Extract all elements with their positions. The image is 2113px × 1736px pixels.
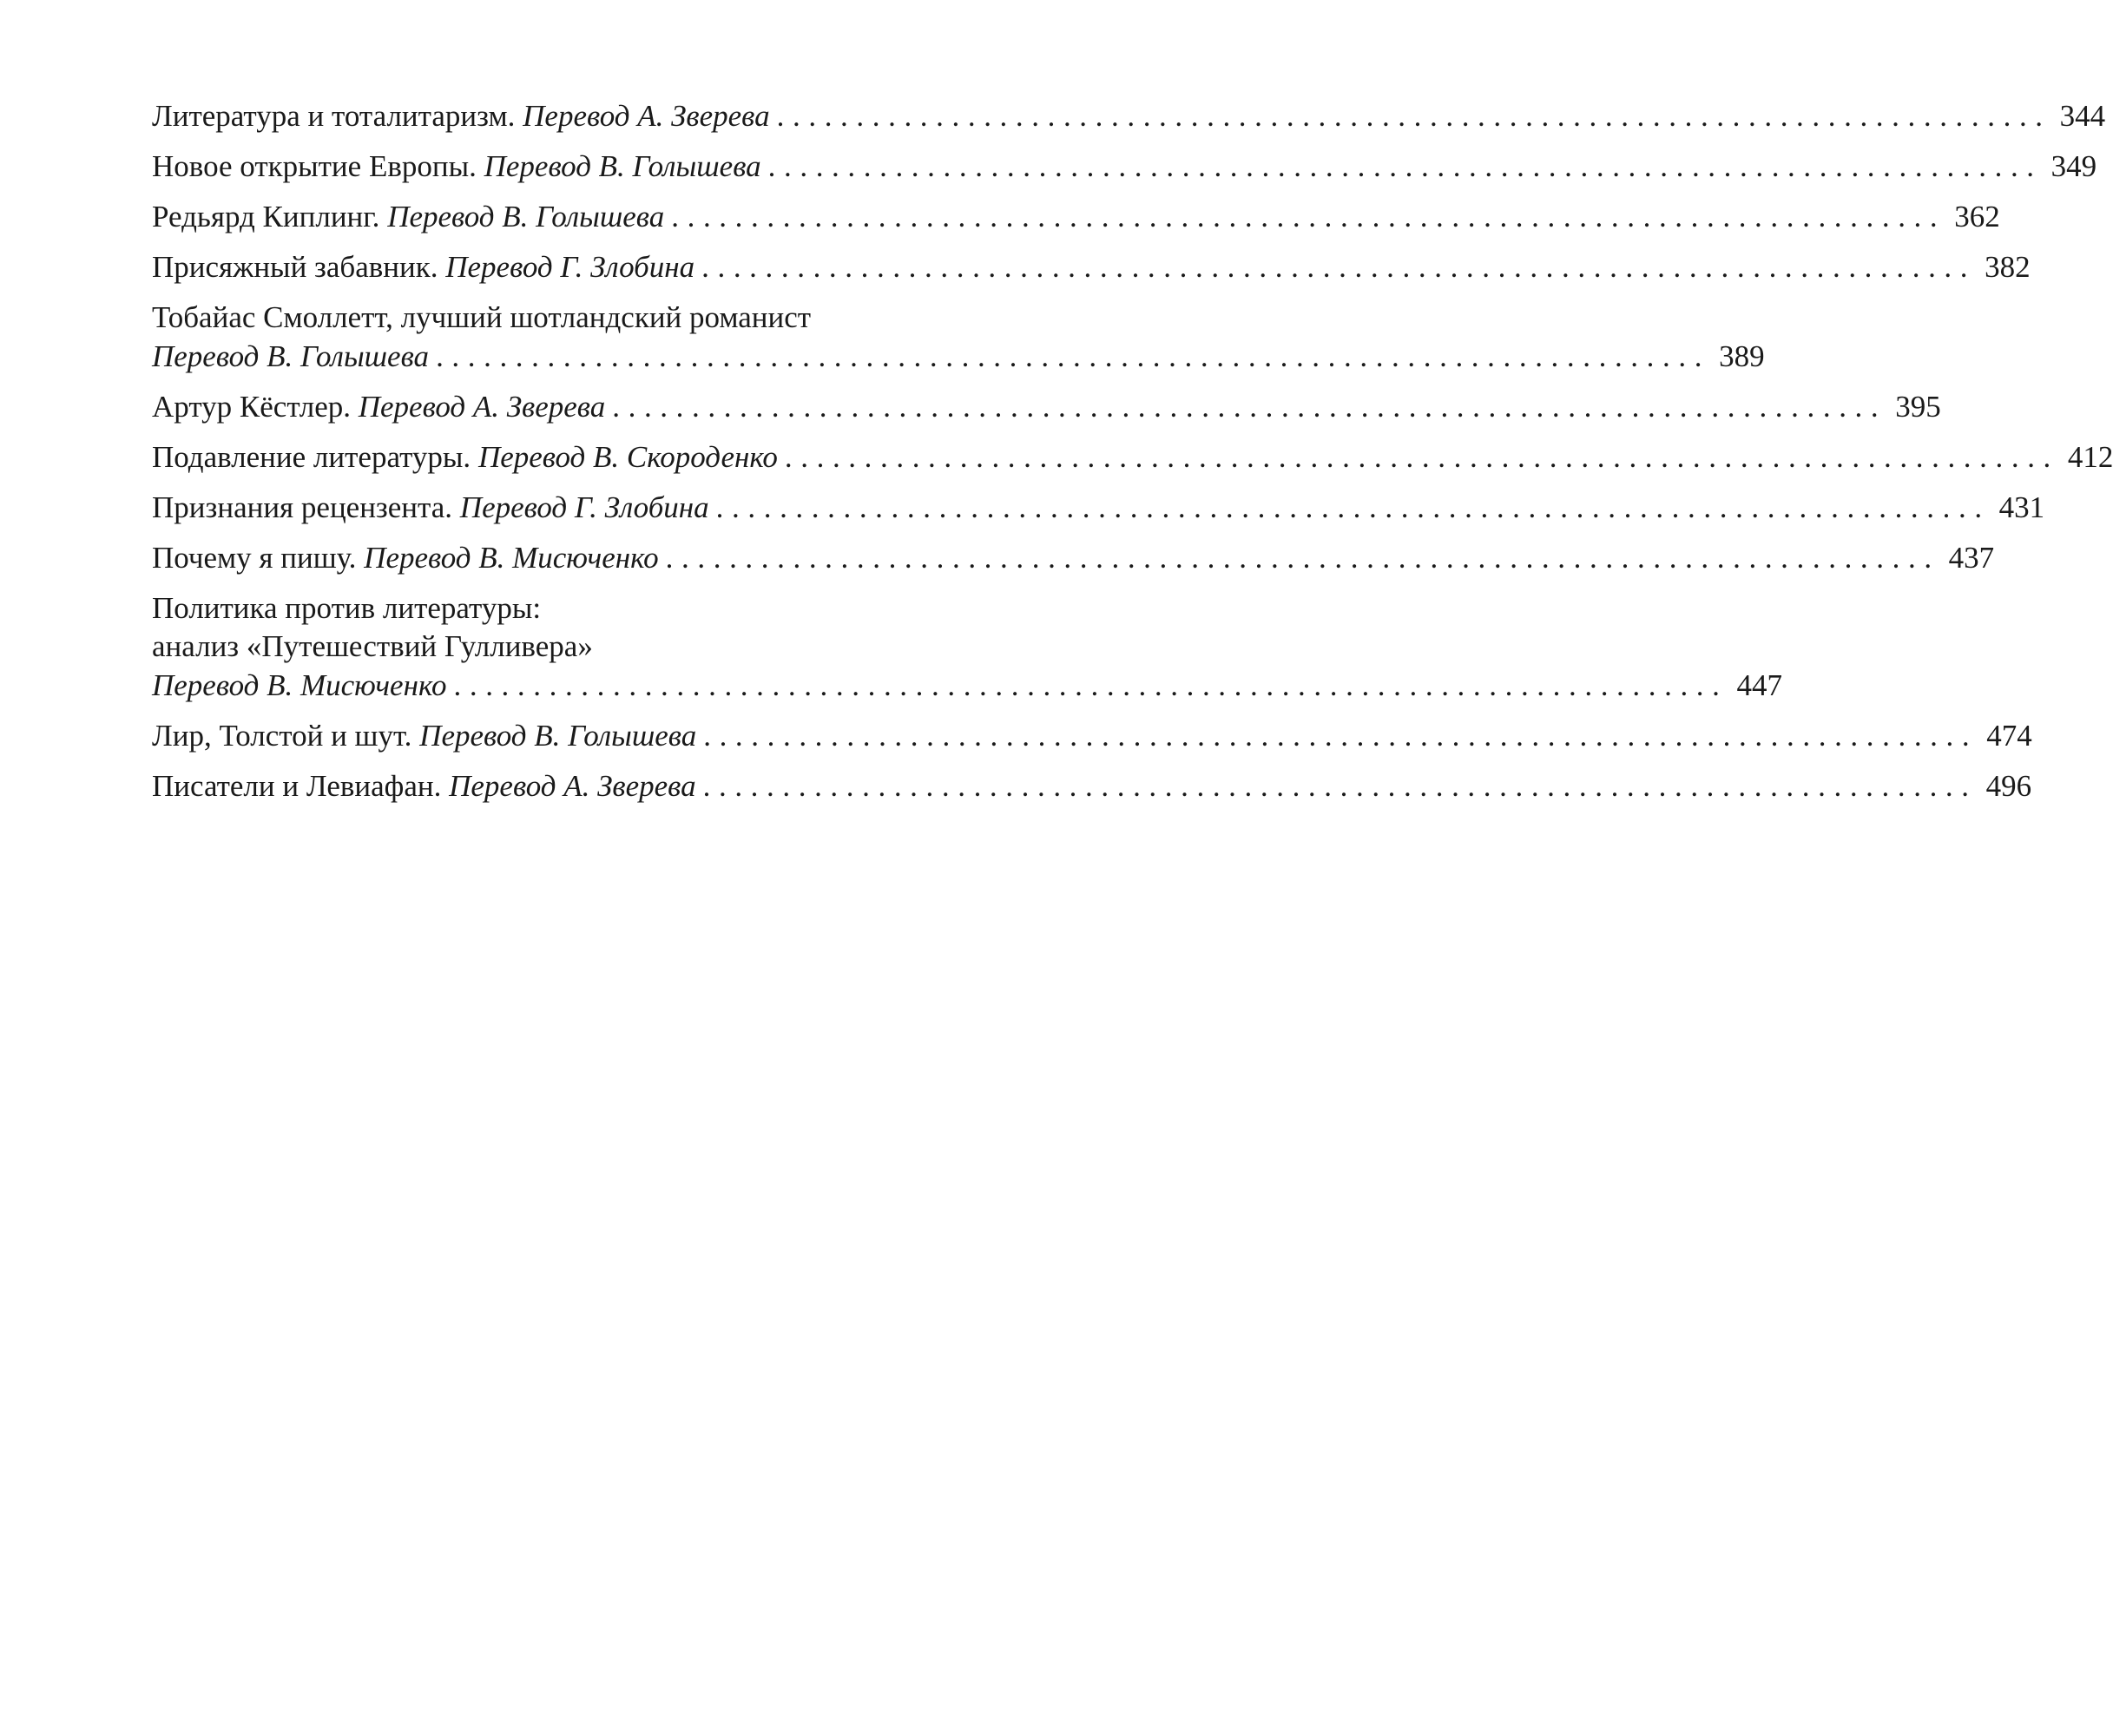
page-number: 395 — [1895, 389, 1941, 424]
translator-credit: Перевод В. Голышева — [152, 339, 430, 373]
entry-title: Присяжный забавник. — [152, 250, 438, 284]
page-number: 431 — [1998, 490, 2045, 524]
toc-entry[interactable] — [152, 717, 2032, 756]
translator-credit: Перевод А. Зверева — [449, 768, 696, 803]
dot-leader: ................................................................................ — [715, 490, 1991, 524]
page-number: 447 — [1736, 667, 1782, 702]
page-number: 362 — [1954, 200, 2000, 233]
translator-credit: Перевод А. Зверева — [358, 389, 606, 424]
dot-leader: ................................................................................ — [703, 718, 1978, 753]
page-number: 496 — [1985, 768, 2032, 803]
page-number: 349 — [2050, 149, 2097, 183]
dot-leader: ................................................................................ — [436, 339, 1711, 373]
entry-title: Подавление литературы. — [152, 439, 471, 474]
entry-title: Лир, Толстой и шут. — [152, 718, 412, 753]
toc-entry[interactable] — [152, 539, 1995, 578]
entry-title: Почему я пишу. — [152, 540, 357, 575]
dot-leader: ................................................................................ — [767, 149, 2043, 183]
translator-credit: Перевод Г. Злобина — [459, 490, 709, 524]
entry-title: Писатели и Левиафан. — [152, 768, 442, 803]
toc-entry[interactable] — [152, 767, 2032, 806]
dot-leader: ................................................................................ — [665, 540, 1940, 575]
page-number: 389 — [1719, 339, 1765, 373]
dot-leader: ................................................................................ — [702, 768, 1978, 803]
translator-credit: Перевод В. Голышева — [387, 200, 665, 233]
toc-entry[interactable] — [152, 489, 2045, 528]
dot-leader: ................................................................................ — [776, 99, 2051, 133]
dot-leader: ................................................................................ — [671, 200, 1946, 233]
entry-title-line: Тобайас Смоллетт, лучший шотландский романист — [152, 300, 812, 334]
translator-credit: Перевод В. Мисюченко — [152, 667, 447, 702]
toc-entry[interactable] — [152, 299, 1765, 376]
translator-credit: Перевод В. Голышева — [484, 149, 761, 183]
translator-credit: Перевод В. Скороденко — [477, 439, 778, 474]
toc-entry[interactable] — [152, 148, 2097, 187]
entry-title: Редьярд Киплинг. — [152, 200, 380, 233]
page-number: 474 — [1986, 718, 2032, 753]
page-number: 437 — [1948, 540, 1995, 575]
page-number: 412 — [2067, 439, 2113, 474]
toc-entry[interactable] — [152, 589, 1782, 706]
page-number: 344 — [2059, 99, 2106, 133]
entry-title: Артур Кёстлер. — [152, 389, 351, 424]
entry-title-line: Политика против литературы: — [152, 590, 542, 625]
toc-entry[interactable] — [152, 248, 2031, 287]
dot-leader: ................................................................................ — [453, 667, 1728, 702]
entry-title: Литература и тоталитаризм. — [152, 99, 516, 133]
page-number: 382 — [1985, 250, 2031, 284]
toc-entry[interactable] — [152, 388, 1941, 427]
entry-title-line: анализ «Путешествий Гулливера» — [152, 629, 593, 663]
toc-entry[interactable] — [152, 198, 2000, 237]
translator-credit: Перевод В. Голышева — [419, 718, 697, 753]
dot-leader: ................................................................................ — [784, 439, 2059, 474]
translator-credit: Перевод В. Мисюченко — [364, 540, 659, 575]
entry-title: Новое открытие Европы. — [152, 149, 477, 183]
table-of-contents — [152, 97, 2113, 818]
toc-entry[interactable] — [152, 97, 2106, 136]
translator-credit: Перевод Г. Злобина — [445, 250, 695, 284]
toc-entry[interactable] — [152, 438, 2113, 477]
translator-credit: Перевод А. Зверева — [523, 99, 770, 133]
entry-title: Признания рецензента. — [152, 490, 453, 524]
dot-leader: ................................................................................ — [612, 389, 1887, 424]
dot-leader: ................................................................................ — [701, 250, 1977, 284]
